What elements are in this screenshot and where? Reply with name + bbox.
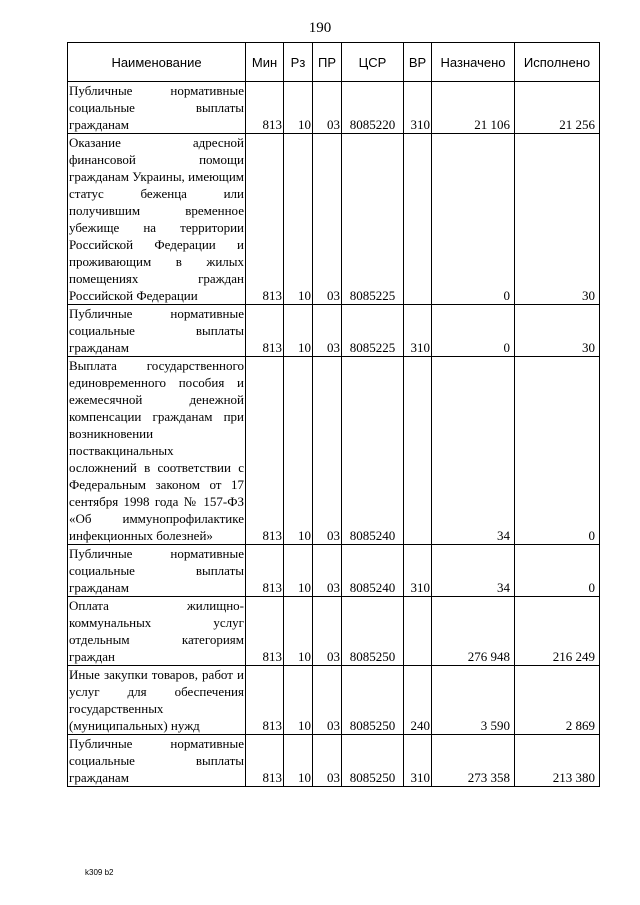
header-vr: ВР: [404, 43, 432, 82]
row-name: Иные закупки товаров, работ и услуг для обеспечения государственных (муниципальных) нужд: [69, 667, 244, 733]
row-pr: 03: [313, 357, 342, 545]
budget-table-container: [67, 42, 600, 787]
row-min: 813: [246, 597, 284, 666]
row-name: Выплата государственного единовременного пособия и ежемесячной денежной компенсации гражданам при возникновении поствакцинальных осложнений в соответствии с Федеральным законом от 17 сентября 1998 года № 157-ФЗ «Об иммунопрофилактике инфекционных болезней»: [69, 358, 244, 543]
row-assigned: 0: [432, 305, 515, 357]
table-row: [68, 735, 600, 787]
table-row: [68, 134, 600, 305]
row-rz: 10: [284, 305, 313, 357]
row-vr: 310: [404, 82, 432, 134]
header-assigned: Назначено: [432, 43, 515, 82]
row-executed: 30: [515, 305, 600, 357]
row-assigned: 21 106: [432, 82, 515, 134]
header-rz: Рз: [284, 43, 313, 82]
row-vr: 240: [404, 666, 432, 735]
row-csr: 8085220: [342, 82, 404, 134]
row-rz: 10: [284, 545, 313, 597]
row-vr: 310: [404, 545, 432, 597]
row-rz: 10: [284, 597, 313, 666]
row-min: 813: [246, 357, 284, 545]
row-csr: 8085250: [342, 666, 404, 735]
footer-code: k309 b2: [85, 868, 114, 877]
row-assigned: 273 358: [432, 735, 515, 787]
row-min: 813: [246, 735, 284, 787]
row-csr: 8085225: [342, 305, 404, 357]
row-rz: 10: [284, 735, 313, 787]
header-executed: Исполнено: [515, 43, 600, 82]
row-csr: 8085250: [342, 597, 404, 666]
row-rz: 10: [284, 357, 313, 545]
row-name: Публичные нормативные социальные выплаты гражданам: [69, 83, 244, 132]
row-executed: 30: [515, 134, 600, 305]
row-assigned: 276 948: [432, 597, 515, 666]
row-executed: 216 249: [515, 597, 600, 666]
table-row: [68, 597, 600, 666]
row-assigned: 34: [432, 545, 515, 597]
row-pr: 03: [313, 134, 342, 305]
row-min: 813: [246, 82, 284, 134]
row-name: Оказание адресной финансовой помощи гражданам Украины, имеющим статус беженца или получившим временное убежище на территории Российской Федерации и проживающим в жилых помещениях граждан Российской Федерации: [69, 135, 244, 303]
row-name: Публичные нормативные социальные выплаты гражданам: [69, 546, 244, 595]
row-pr: 03: [313, 666, 342, 735]
row-csr: 8085225: [342, 134, 404, 305]
row-pr: 03: [313, 305, 342, 357]
row-assigned: 34: [432, 357, 515, 545]
row-rz: 10: [284, 666, 313, 735]
row-executed: 0: [515, 545, 600, 597]
budget-table: [67, 42, 600, 787]
row-csr: 8085250: [342, 735, 404, 787]
row-vr: [404, 357, 432, 545]
row-min: 813: [246, 305, 284, 357]
row-executed: 0: [515, 357, 600, 545]
header-min: Мин: [246, 43, 284, 82]
row-min: 813: [246, 666, 284, 735]
header-csr: ЦСР: [342, 43, 404, 82]
row-vr: [404, 134, 432, 305]
row-pr: 03: [313, 82, 342, 134]
row-executed: 21 256: [515, 82, 600, 134]
row-assigned: 3 590: [432, 666, 515, 735]
row-name: Оплата жилищно-коммунальных услуг отдельным категориям граждан: [69, 598, 244, 664]
row-pr: 03: [313, 597, 342, 666]
row-min: 813: [246, 134, 284, 305]
table-row: [68, 357, 600, 545]
row-name: Публичные нормативные социальные выплаты гражданам: [69, 736, 244, 785]
table-row: [68, 305, 600, 357]
row-pr: 03: [313, 735, 342, 787]
header-pr: ПР: [313, 43, 342, 82]
page-number: 190: [308, 20, 332, 36]
header-row: [68, 43, 600, 82]
table-row: [68, 666, 600, 735]
header-name: Наименование: [68, 43, 246, 82]
row-vr: 310: [404, 735, 432, 787]
row-assigned: 0: [432, 134, 515, 305]
table-row: [68, 545, 600, 597]
row-min: 813: [246, 545, 284, 597]
row-vr: [404, 597, 432, 666]
row-executed: 213 380: [515, 735, 600, 787]
table-row: [68, 82, 600, 134]
row-name: Публичные нормативные социальные выплаты гражданам: [69, 306, 244, 355]
row-pr: 03: [313, 545, 342, 597]
row-vr: 310: [404, 305, 432, 357]
row-executed: 2 869: [515, 666, 600, 735]
row-rz: 10: [284, 82, 313, 134]
row-csr: 8085240: [342, 357, 404, 545]
row-csr: 8085240: [342, 545, 404, 597]
row-rz: 10: [284, 134, 313, 305]
